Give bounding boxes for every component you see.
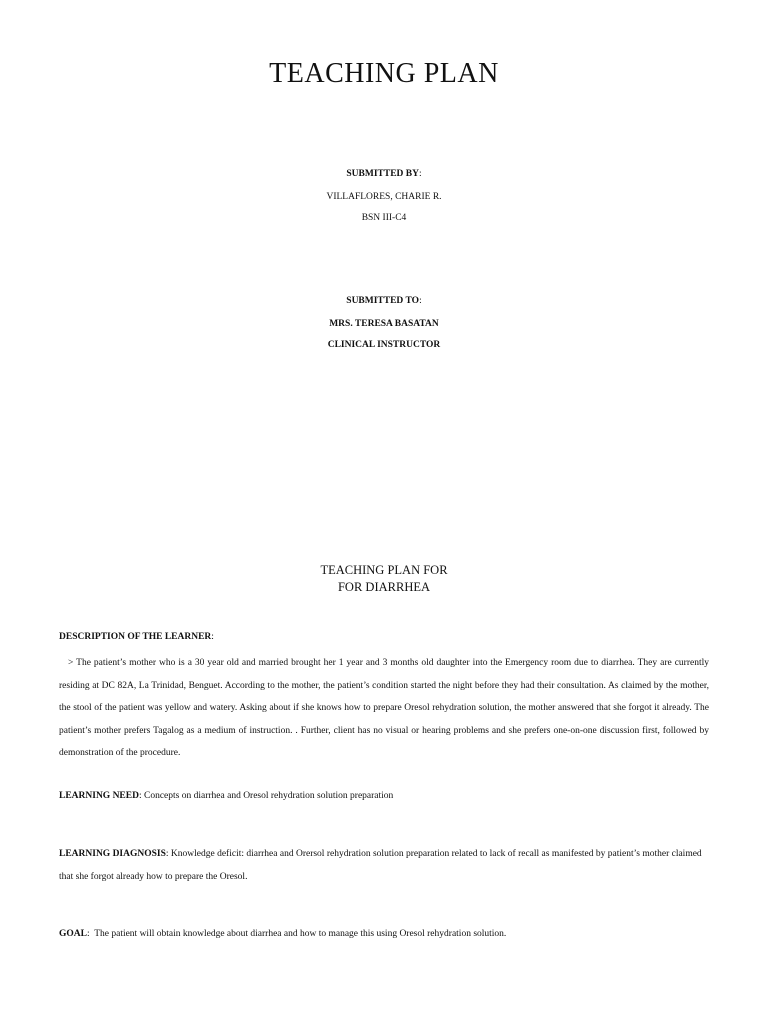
learning-diagnosis-text: Knowledge deficit: diarrhea and Orersol rehydration solution preparation related to lack of recall as manifested by patient’s mother claimed that she forgot already how to prepare the Oresol.	[59, 849, 702, 882]
author-name: VILLAFLORES, CHARIE R.	[326, 192, 442, 202]
page-title: TEACHING PLAN	[269, 58, 499, 89]
learning-need: LEARNING NEED: Concepts on diarrhea and Oresol rehydration solution preparation	[59, 791, 394, 801]
instructor-name: MRS. TERESA BASATAN	[329, 319, 439, 329]
plan-heading-line-2: FOR DIARRHEA	[337, 580, 431, 594]
plan-heading-line-1: TEACHING PLAN FOR	[320, 563, 448, 577]
learning-diagnosis-label: LEARNING DIAGNOSIS	[59, 849, 166, 859]
goal-text: The patient will obtain knowledge about diarrhea and how to manage this using Oresol rehydration solution.	[94, 929, 507, 939]
learning-need-label: LEARNING NEED	[59, 791, 139, 801]
description-text	[59, 652, 709, 765]
submitted-by-label: SUBMITTED BY	[346, 169, 419, 179]
description-body: > The patient’s mother who is a 30 year old and married brought her 1 year and 3 months old daughter into the Emergency room due to diarrhea. They are currently residing at DC 82A, La Trinidad, Benguet. According to the mother, the patient’s condition started the night before they had their consultation. As claimed by the mother, the stool of the patient was yellow and watery. Asking about if she knows how to prepare Oresol rehydration solution, the mother answered that she forgot it already. The patient’s mother prefers Tagalog as a medium of instruction. . Further, client has no visual or hearing problems and she prefers one-on-one discussion first, followed by demonstration of the procedure.	[59, 658, 709, 758]
goal-label: GOAL	[59, 929, 87, 939]
submitted-to-label: SUBMITTED TO	[346, 296, 420, 306]
learning-diagnosis: LEARNING DIAGNOSIS: Knowledge deficit: diarrhea and Orersol rehydration solution preparation related to lack of recall as manifested by patient’s mother claimed that she forgot already how to prepare the Oresol.	[59, 849, 702, 882]
description-label: DESCRIPTION OF THE LEARNER	[59, 632, 212, 642]
plan-heading	[0, 562, 768, 596]
author-course: BSN III-C4	[361, 213, 407, 223]
instructor-role: CLINICAL INSTRUCTOR	[327, 340, 441, 350]
submitted-by: SUBMITTED BY:	[346, 169, 422, 179]
submitted-to: SUBMITTED TO:	[346, 296, 422, 306]
description-heading: DESCRIPTION OF THE LEARNER:	[59, 632, 214, 642]
goal: GOAL: The patient will obtain knowledge about diarrhea and how to manage this using Oresol rehydration solution.	[59, 929, 507, 939]
learning-need-text: Concepts on diarrhea and Oresol rehydration solution preparation	[144, 791, 394, 801]
